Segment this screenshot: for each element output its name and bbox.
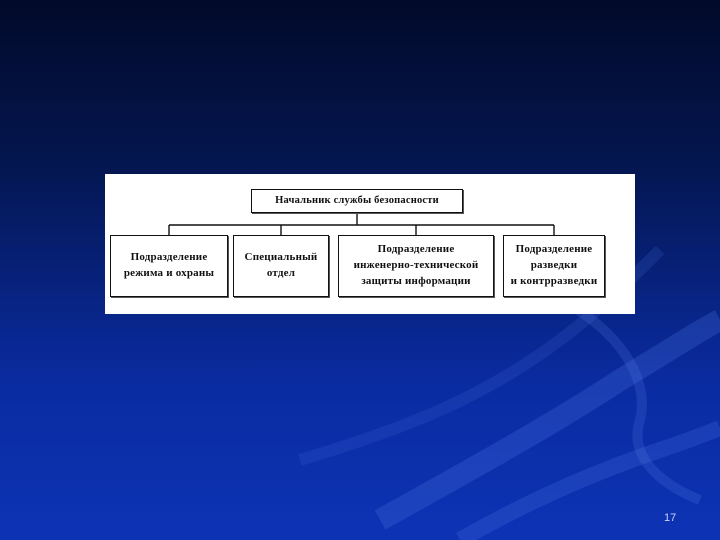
regime-and-guard-unit-box: Подразделение режима и охраны: [110, 235, 228, 297]
special-department-box: Специальный отдел: [233, 235, 329, 297]
technical-protection-unit-box: Подразделение инженерно-технической защиты информации: [338, 235, 494, 297]
page-number: 17: [664, 512, 677, 524]
intelligence-counterintelligence-unit-box: Подразделение разведки и контрразведки: [503, 235, 605, 297]
head-of-security-box: Начальник службы безопасности: [251, 189, 463, 213]
org-chart: [105, 174, 635, 314]
